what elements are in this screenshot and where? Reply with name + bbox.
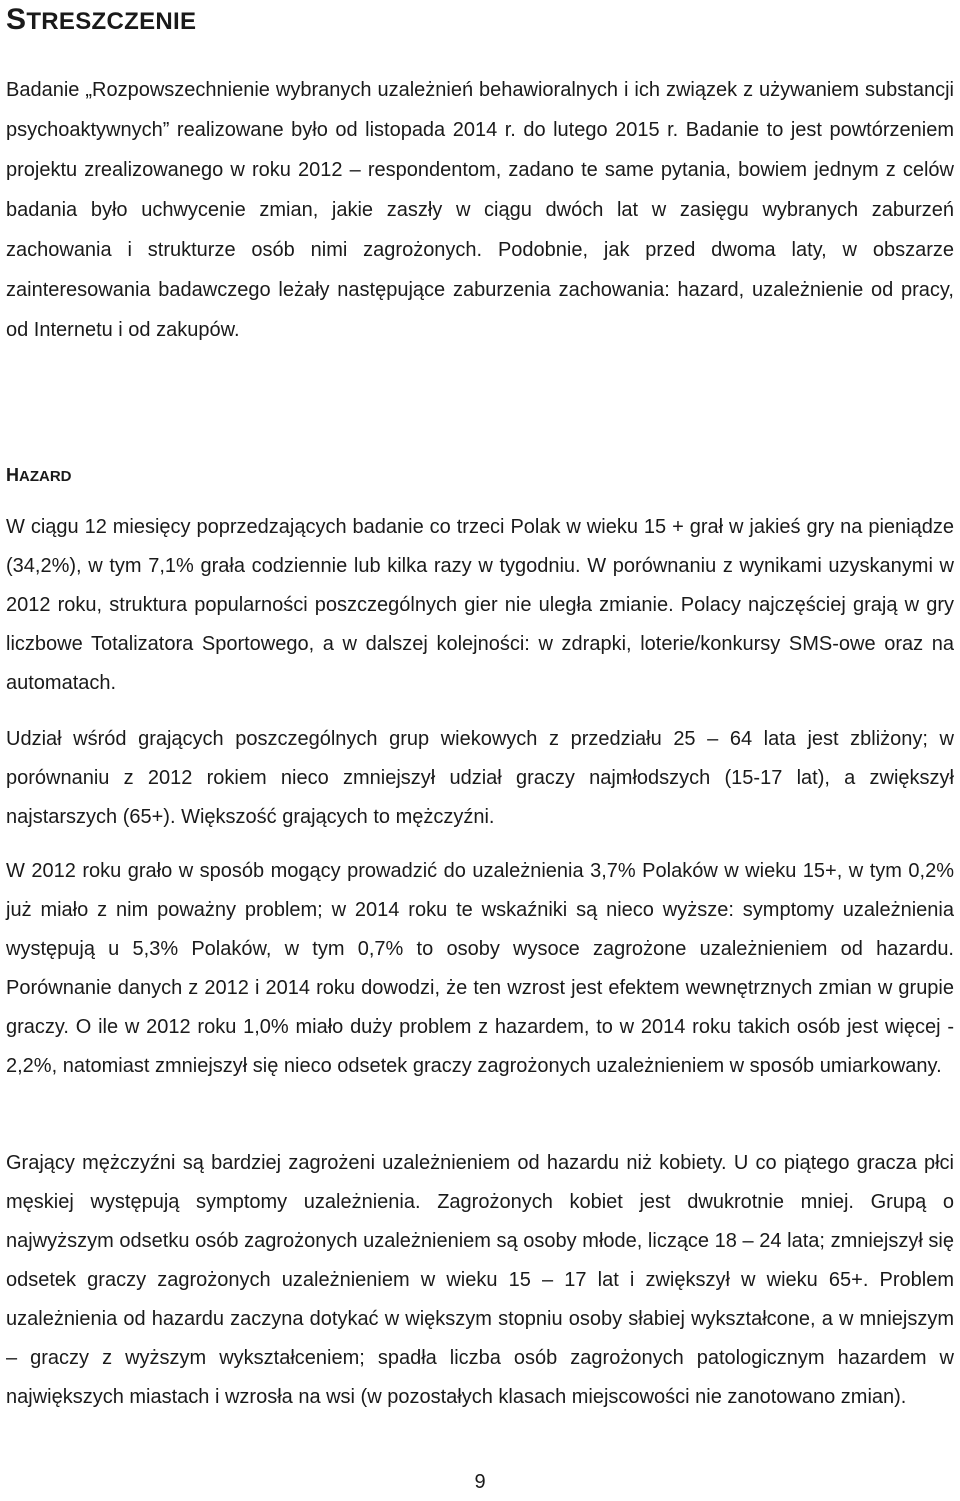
- body-paragraph: W 2012 roku grało w sposób mogący prowadzić do uzależnienia 3,7% Polaków w wieku 15+, w tym 0,2% już miało z nim poważny problem; w 2014 roku te wskaźniki są nieco wyższe: symptomy uzależnienia występują u 5,3% Polaków, w tym 0,7% to osoby wysoce zagrożone uzależnieniem od hazardu. Porównanie danych z 2012 i 2014 roku dowodzi, że ten wzrost jest efektem wewnętrznych zmian w grupie graczy. O ile w 2012 roku 1,0% miało duży problem z hazardem, to w 2014 roku takich osób jest więcej - 2,2%, natomiast zmniejszył się nieco odsetek graczy zagrożonych uzależnieniem w sposób umiarkowany.: [6, 860, 954, 1077]
- page-number: 9: [474, 1471, 486, 1493]
- section-heading-hazard: [6, 462, 72, 490]
- intro-paragraph: Badanie „Rozpowszechnienie wybranych uzależnień behawioralnych i ich związek z używaniem substancji psychoaktywnych” realizowane było od listopada 2014 r. do lutego 2015 r. Badanie to jest powtórzeniem projektu zrealizowanego w roku 2012 – respondentom, zadano te same pytania, bowiem jednym z celów badania było uchwycenie zmian, jakie zaszły w ciągu dwóch lat w zasięgu wybranych zaburzeń zachowania i strukturze osób nimi zagrożonych. Podobnie, jak przed dwoma laty, w obszarze zainteresowania badawczego leżały następujące zaburzenia zachowania: hazard, uzależnienie od pracy, od Internetu i od zakupów.: [6, 79, 954, 341]
- page-title: [6, 0, 196, 42]
- body-paragraph: Udział wśród grających poszczególnych grup wiekowych z przedziału 25 – 64 lata jest zbliżony; w porównaniu z 2012 rokiem nieco zmniejszył udział graczy najmłodszych (15-17 lat), a zwiększył najstarszych (65+). Większość grających to mężczyźni.: [6, 728, 954, 828]
- section-initial: H: [6, 465, 19, 485]
- body-paragraph: W ciągu 12 miesięcy poprzedzających badanie co trzeci Polak w wieku 15 + grał w jakieś gry na pieniądze (34,2%), w tym 7,1% grała codziennie lub kilka razy w tygodniu. W porównaniu z wynikami uzyskanymi w 2012 roku, struktura popularności poszczególnych gier nie uległa zmianie. Polacy najczęściej grają w gry liczbowe Totalizatora Sportowego, a w dalszej kolejności: w zdrapki, loterie/konkursy SMS-owe oraz na automatach.: [6, 516, 954, 694]
- section-rest: AZARD: [19, 468, 72, 485]
- title-initial: S: [6, 3, 27, 36]
- title-rest: TRESZCZENIE: [26, 8, 197, 35]
- body-paragraph: Grający mężczyźni są bardziej zagrożeni uzależnieniem od hazardu niż kobiety. U co piątego gracza płci męskiej występują symptomy uzależnienia. Zagrożonych kobiet jest dwukrotnie mniej. Grupą o najwyższym odsetku osób zagrożonych uzależnieniem są osoby młode, liczące 18 – 24 lata; zmniejszył się odsetek graczy zagrożonych uzależnieniem w wieku 15 – 17 lat i zwiększył w wieku 65+. Problem uzależnienia od hazardu zaczyna dotykać w większym stopniu osoby słabiej wykształcone, a w mniejszym – graczy z wyższym wykształceniem; spadła liczba osób zagrożonych patologicznym hazardem w największych miastach i wzrosła na wsi (w pozostałych klasach miejscowości nie zanotowano zmian).: [6, 1152, 954, 1408]
